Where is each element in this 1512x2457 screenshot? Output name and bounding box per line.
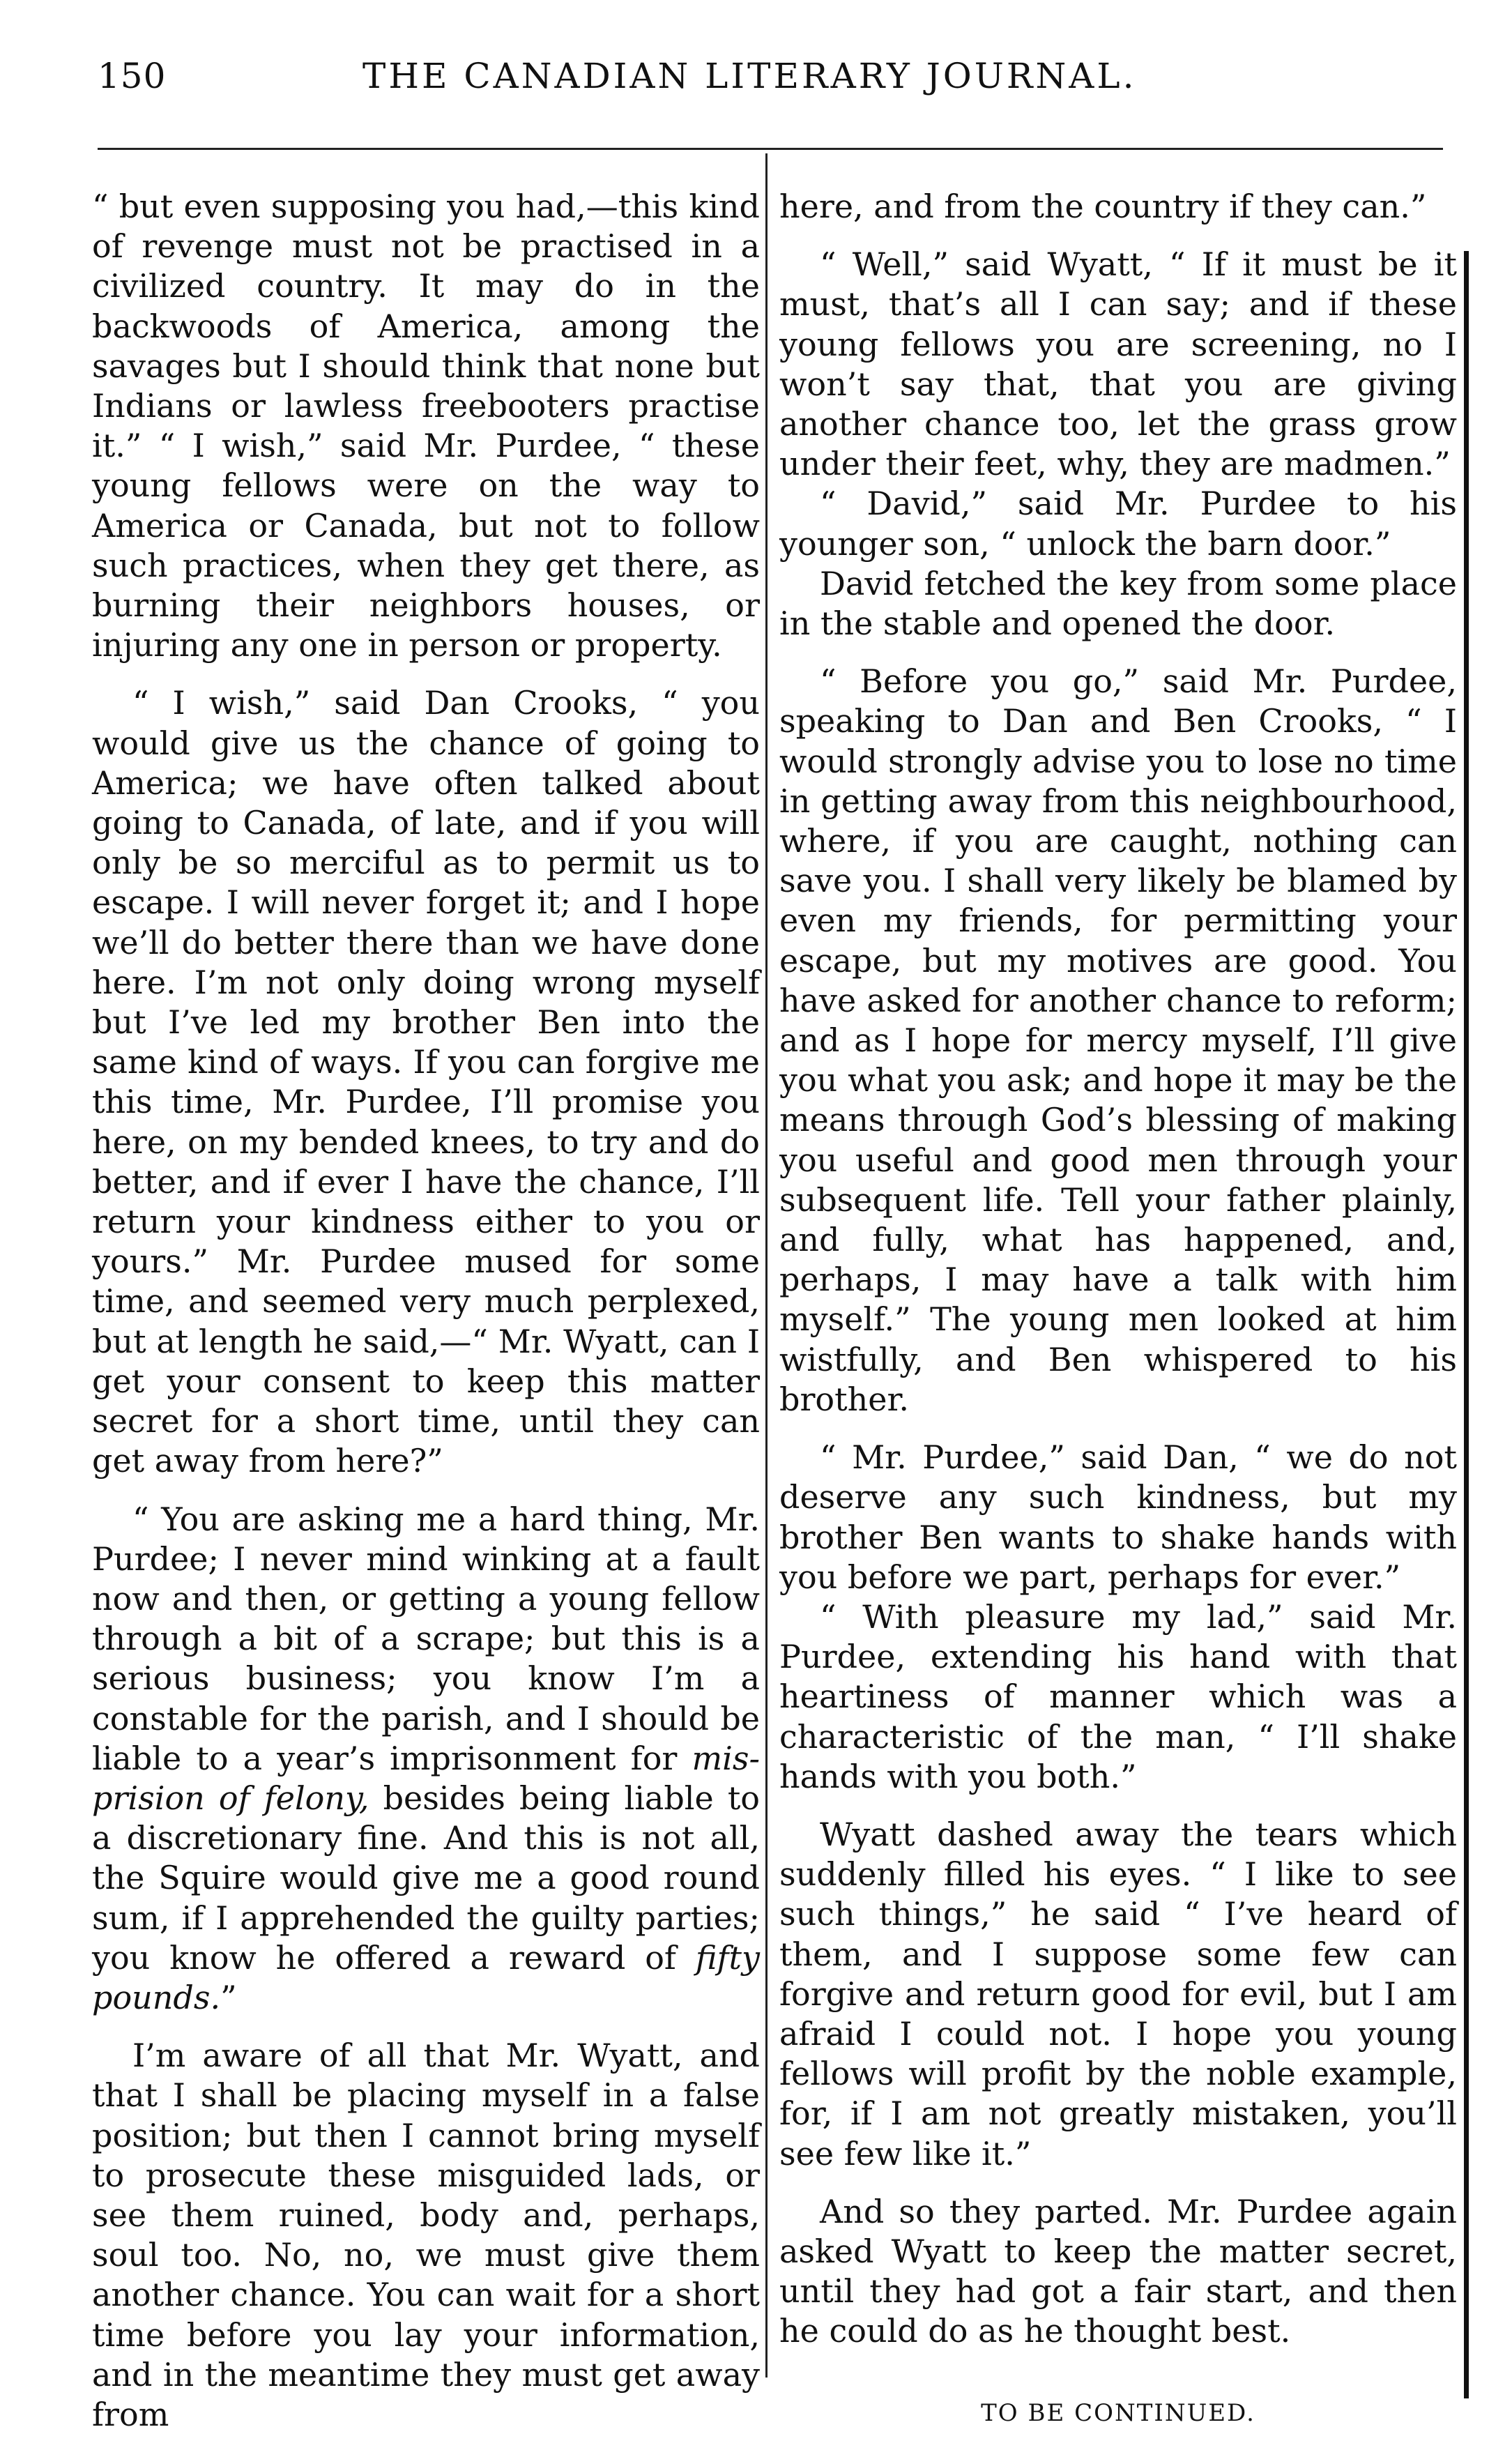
paragraph (92, 1500, 760, 2018)
paragraph: here, and from the country if they can.” (779, 188, 1427, 225)
paragraph: “ With pleasure my lad,” said Mr. Purdee, extending his hand with that heartiness of manner which was a characteristic of the man, “ I’ll shake hands with you both.” (779, 1597, 1457, 1795)
paragraph: “ Mr. Purdee,” said Dan, “ we do not deserve any such kindness, but my brother Ben wants to shake hands with you before we part, perhaps for ever.” (779, 1438, 1457, 1596)
paragraph: And so they parted. Mr. Purdee again asked Wyatt to keep the matter secret, until they had got a fair start, and then he could do as he thought best. (779, 2192, 1457, 2350)
paragraph: “ David,” said Mr. Purdee to his younger son, “ unlock the barn door.” (779, 485, 1457, 563)
paragraph: “ I wish,” said Dan Crooks, “ you would give us the chance of going to America; we have often talked about going to Canada, of late, and if you will only be so merciful as to permit us to escape. I will never forget it; and I hope we’ll do better there than we have done here. I’m not only doing wrong myself but I’ve led my brother Ben into the same kind of ways. If you can forgive me this time, Mr. Purdee, I’ll promise you here, on my bended knees, to try and do better, and if ever I have the chance, I’ll return your kindness either to you or yours.” Mr. Purdee mused for some time, and seemed very much perplexed, but at length he said,—“ Mr. Wyatt, can I get your consent to keep this matter secret for a short time, until they can get away from here?” (92, 684, 760, 1480)
right-edge-rule (1464, 251, 1469, 2398)
paragraph: “ Well,” said Wyatt, “ If it must be it must, that’s all I can say; and if these young fellows you are screening, no I won’t say that, that you are giving another chance too, let the grass grow under their feet, why, they are madmen.” (779, 245, 1457, 483)
paragraph: “ but even supposing you had,—this kind of revenge must not be practised in a civilized country. It may do in the backwoods of America, among the savages but I should think that none but Indians or lawless freebooters practise it.” “ I wish,” said Mr. Purdee, “ these young fellows were on the way to America or Canada, but not to follow such practices, when they get there, as burning their neighbors houses, or injuring any one in person or property. (92, 188, 760, 664)
paragraph: “ Before you go,” said Mr. Purdee, speaking to Dan and Ben Crooks, “ I would strongly advise you to lose no time in getting away from this neighbourhood, where, if you are caught, nothing can save you. I shall very likely be blamed by even my friends, for permitting your escape, but my motives are good. You have asked for another chance to reform; and as I hope for mercy myself, I’ll give you what you ask; and hope it may be the means through God’s blessing of making you useful and good men through your subsequent life. Tell your father plainly, and fully, what has happened, and, perhaps, I may have a talk with him myself.” The young men looked at him wistfully, and Ben whispered to his brother. (779, 662, 1457, 1418)
to-be-continued-note: TO BE CONTINUED. (981, 2398, 1255, 2427)
right-column (779, 187, 1457, 2457)
paragraph-text: “ You are asking me a hard thing, Mr. Purdee; I never mind winking at a fault now and then, or getting a young fellow through a bit of a scrape; but this is a serious business; you know I’m a constable for the parish, and I should be liable to a year’s imprisonment for (92, 1500, 760, 1777)
page-number: 150 (98, 56, 167, 96)
paragraph-text: ” (220, 1978, 237, 2016)
italic-phrase: fifty pounds. (92, 1938, 760, 2016)
paragraph: Wyatt dashed away the tears which suddenly filled his eyes. “ I like to see such things,” he said “ I’ve heard of them, and I suppose some few can forgive and return good for evil, but I am afraid I could not. I hope you young fellows will profit by the noble example, for, if I am not greatly mistaken, you’ll see few like it.” (779, 1815, 1457, 2173)
header-rule (98, 148, 1443, 150)
page-header (98, 50, 1450, 106)
paragraph: David fetched the key from some place in the stable and opened the door. (779, 564, 1457, 643)
left-column (92, 187, 760, 2435)
paragraph: I’m aware of all that Mr. Wyatt, and that I shall be placing myself in a false position; but then I cannot bring myself to prosecute these misguided lads, or see them ruined, body and, perhaps, soul too. No, no, we must give them another chance. You can wait for a short time before you lay your information, and in the meantime they must get away from (92, 2037, 760, 2433)
paragraph-text: besides being liable to a discretionary fine. And this is not all, the Squire would give me a good round sum, if I apprehended the guilty parties; you know he offered a reward of (92, 1779, 760, 1977)
italic-phrase: mis-prision of felony, (92, 1739, 760, 1817)
running-title: THE CANADIAN LITERARY JOURNAL. (362, 56, 1137, 96)
column-divider (765, 153, 768, 2378)
